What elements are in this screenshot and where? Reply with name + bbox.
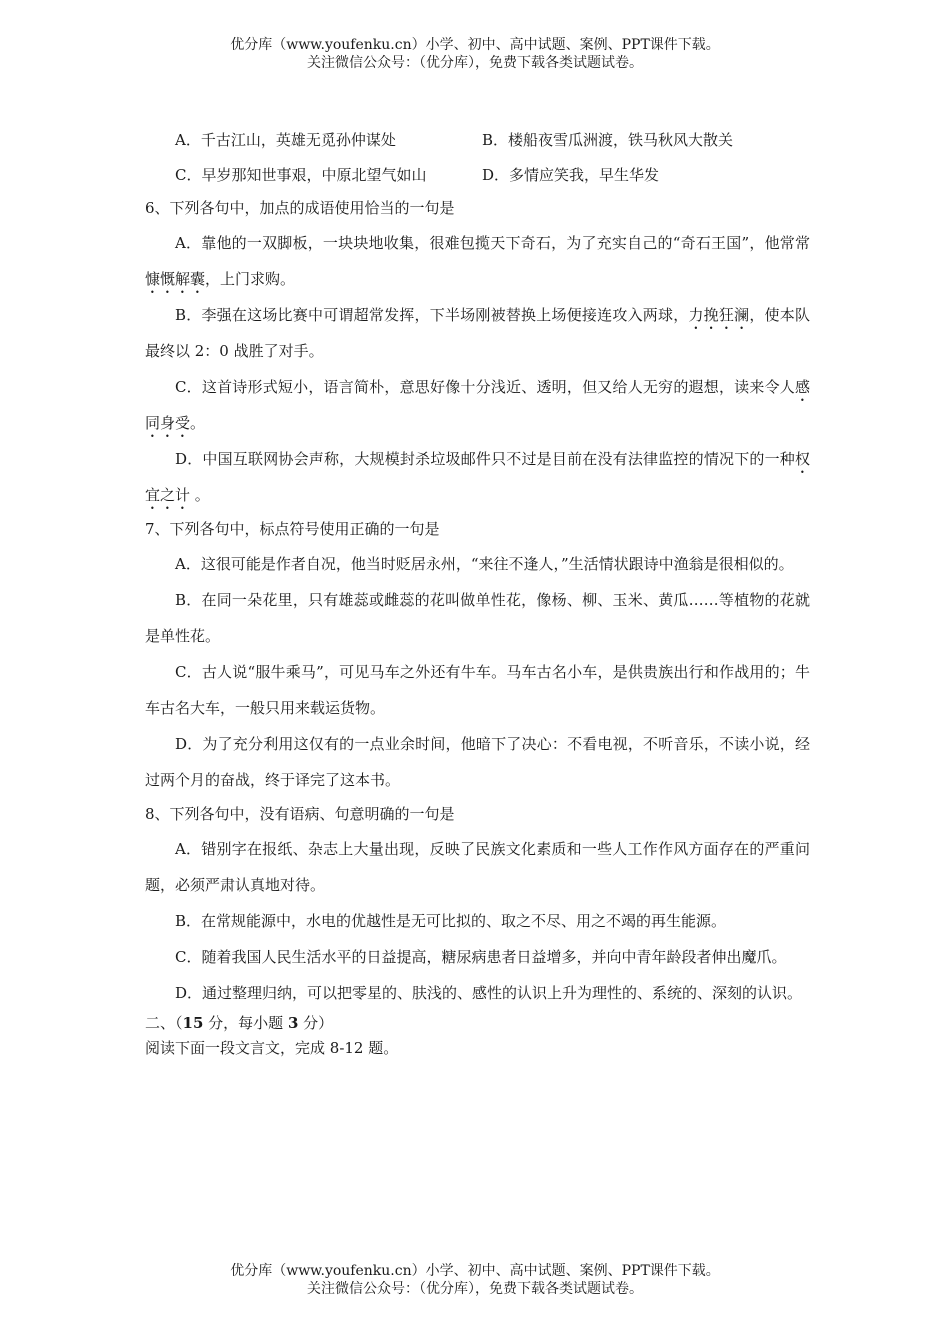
header-line-1: 优分库（www.youfenku.cn）小学、初中、高中试题、案例、PPT课件下载。 (230, 37, 720, 53)
page-footer (0, 1262, 950, 1298)
exam-content (145, 122, 810, 1061)
q5-options-row-1 (145, 122, 810, 157)
q8-option-b: B．在常规能源中，水电的优越性是无可比拟的、取之不尽、用之不竭的再生能源。 (175, 912, 727, 930)
q7-option-c: C．古人说“服牛乘马”，可见马车之外还有牛车。马车古名小车，是供贵族出行和作战用的；牛车古名大车，一般只用来载运货物。 (145, 663, 810, 717)
q6-d-text: D．中国互联网协会声称，大规模封杀垃圾邮件只不过是目前在没有法律监控的情况下的一种 (175, 450, 795, 468)
header-line-2: 关注微信公众号：（优分库），免费下载各类试题试卷。 (307, 55, 643, 71)
q5-option-a: A．千古江山，英雄无觅孙仲谋处 (175, 131, 396, 149)
q5-option-d: D．多情应笑我，早生华发 (482, 166, 660, 184)
question-8-stem: 8、下列各句中，没有语病、句意明确的一句是 (145, 805, 455, 823)
q7-option-a: A．这很可能是作者自况，他当时贬居永州，“来往不逢人，”生活情状跟诗中渔翁是很相似的。 (175, 555, 794, 573)
q6-option-d (145, 441, 810, 513)
q6-b-text-end: ，使本队最终以 2：0 战胜了对手。 (145, 306, 810, 360)
q8-option-a: A．错别字在报纸、杂志上大量出现，反映了民族文化素质和一些人工作作风方面存在的严重问题，必须严肃认真地对待。 (145, 840, 810, 894)
q7-option-d: D．为了充分利用这仅有的一点业余时间，他暗下了决心：不看电视，不听音乐，不读小说，经过两个月的奋战，终于译完了这本书。 (145, 735, 810, 789)
section-2-mid: 分，每小题 (203, 1014, 288, 1032)
q6-b-text: B．李强在这场比赛中可谓超常发挥，下半场刚被替换上场便接连攻入两球， (175, 306, 689, 324)
section-2-each-score: 3 (287, 1014, 299, 1032)
q5-option-b: B．楼船夜雪瓜洲渡，铁马秋风大散关 (482, 131, 734, 149)
q6-c-text: C．这首诗形式短小，语言简朴，意思好像十分浅近、透明，但又给人无穷的遐想，读来令人 (175, 378, 795, 396)
footer-line-2: 关注微信公众号：（优分库），免费下载各类试题试卷。 (307, 1281, 643, 1297)
q6-a-text: A．靠他的一双脚板，一块块地收集，很难包揽天下奇石，为了充实自己的“奇石王国”，他常常 (175, 234, 810, 252)
q6-d-text-end: 。 (190, 486, 210, 504)
section-2-suffix: 分） (298, 1014, 334, 1032)
section-2-prefix: 二、（ (145, 1014, 183, 1032)
section-2-heading (145, 1011, 810, 1036)
q6-option-a (145, 225, 810, 297)
q6-c-text-end: 。 (190, 414, 206, 432)
q6-d-dotted-idiom: 权宜之计 (145, 450, 810, 504)
q5-options-row-2 (145, 157, 810, 192)
q6-b-dotted-idiom: 力挽狂澜 (688, 306, 750, 324)
question-6-stem: 6、下列各句中，加点的成语使用恰当的一句是 (145, 199, 455, 217)
q6-option-c (145, 369, 810, 441)
q7-option-b: B．在同一朵花里，只有雄蕊或雌蕊的花叫做单性花，像杨、柳、玉米、黄瓜……等植物的花就是单性花。 (145, 591, 810, 645)
q6-option-b (145, 297, 810, 369)
q6-a-dotted-idiom: 慷慨解囊 (145, 270, 206, 288)
q6-c-dotted-idiom: 感同身受 (145, 378, 810, 432)
footer-line-1: 优分库（www.youfenku.cn）小学、初中、高中试题、案例、PPT课件下载。 (230, 1263, 720, 1279)
q8-option-d: D．通过整理归纳，可以把零星的、肤浅的、感性的认识上升为理性的、系统的、深刻的认识。 (175, 984, 803, 1002)
q6-a-text-end: ，上门求购。 (205, 270, 296, 288)
q8-option-c: C．随着我国人民生活水平的日益提高，糖尿病患者日益增多，并向中青年龄段者伸出魔爪。 (175, 948, 787, 966)
question-7-stem: 7、下列各句中，标点符号使用正确的一句是 (145, 520, 440, 538)
section-2-score: 15 (182, 1014, 204, 1032)
section-2-instruction: 阅读下面一段文言文，完成 8-12 题。 (145, 1039, 399, 1057)
page-header (0, 36, 950, 72)
q5-option-c: C．早岁那知世事艰，中原北望气如山 (175, 166, 427, 184)
